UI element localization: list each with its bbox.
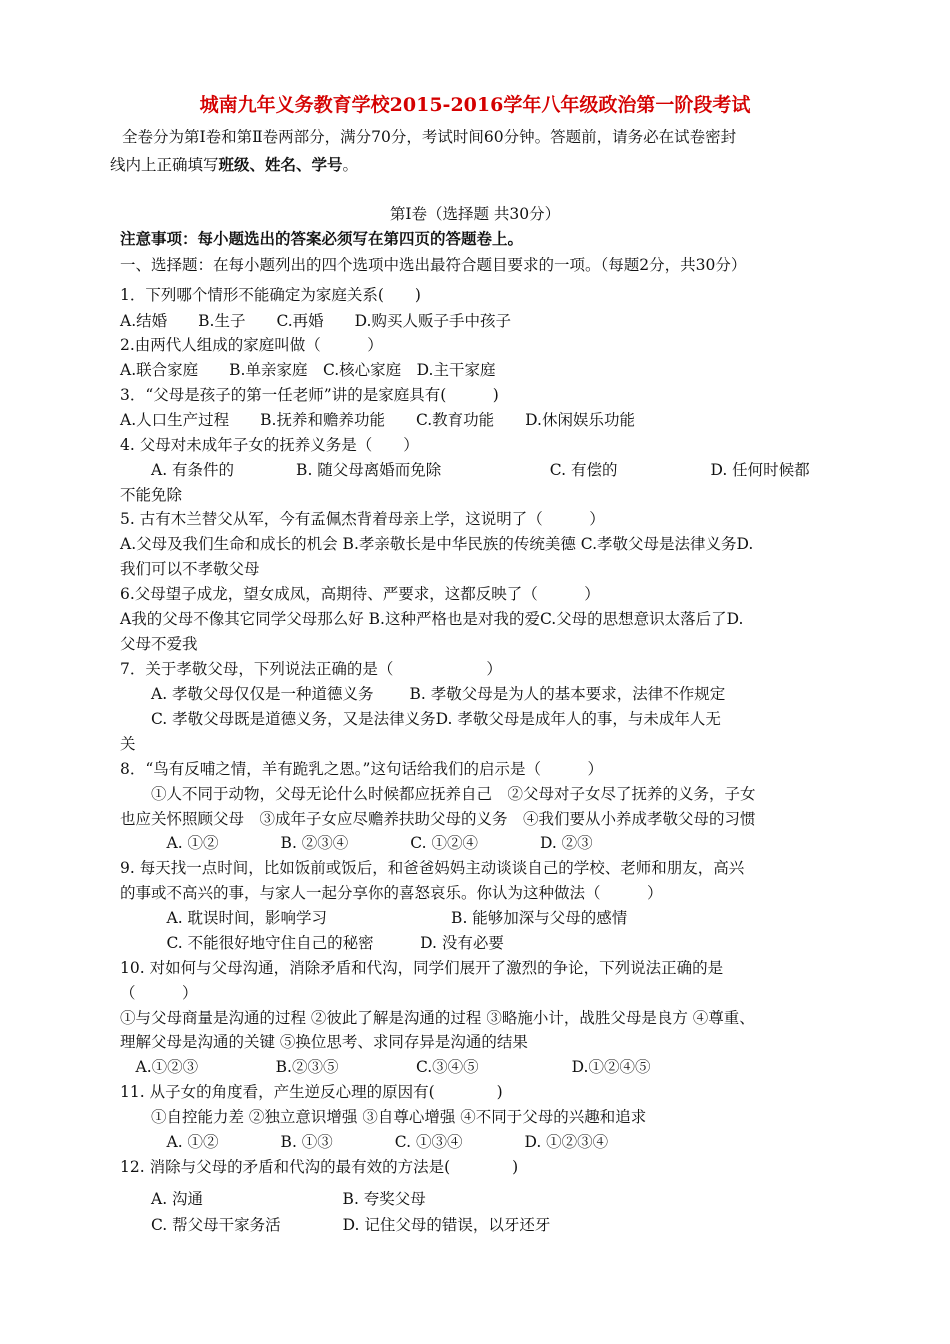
- question-line: 父母不爱我: [120, 635, 198, 653]
- question-line: C. 孝敬父母既是道德义务，又是法律义务D. 孝敬父母是成年人的事，与未成年人无: [120, 710, 721, 728]
- question-line: A. ①② B. ②③④ C. ①②④ D. ②③: [120, 834, 593, 852]
- question-line: 也应关怀照顾父母 ③成年子女应尽赡养扶助父母的义务 ④我们要从小养成孝敬父母的习惯: [120, 810, 756, 828]
- question-line: C. 不能很好地守住自己的秘密 D. 没有必要: [120, 934, 504, 952]
- question-line: 6.父母望子成龙，望女成凤，高期待、严要求，这都反映了（ ）: [120, 585, 600, 603]
- question-line: A.联合家庭 B.单亲家庭 C.核心家庭 D.主干家庭: [120, 361, 496, 379]
- question-line: A. 沟通 B. 夸奖父母: [120, 1190, 426, 1208]
- question-line: 2.由两代人组成的家庭叫做（ ）: [120, 336, 383, 354]
- question-line: 7．关于孝敬父母，下列说法正确的是（ ）: [120, 660, 502, 678]
- question-line: 我们可以不孝敬父母: [120, 560, 260, 578]
- intro-bold-fields: 班级、姓名、学号: [218, 155, 343, 174]
- section-1-instructions: 一、选择题：在每小题列出的四个选项中选出最符合题目要求的一项。（每题2分，共30分）: [120, 256, 747, 274]
- question-line: A.结婚 B.生子 C.再婚 D.购买人贩子手中孩子: [120, 312, 511, 330]
- intro-suffix: 。: [342, 156, 359, 174]
- question-line: A我的父母不像其它同学父母那么好 B.这种严格也是对我的爱C.父母的思想意识太落后了D.: [120, 610, 744, 628]
- question-line: 4. 父母对未成年子女的抚养义务是（ ）: [120, 436, 419, 454]
- question-line: 8．“鸟有反哺之情，羊有跪乳之恩。”这句话给我们的启示是（ ）: [120, 760, 603, 778]
- question-line: 不能免除: [120, 486, 183, 504]
- question-line: A. ①② B. ①③ C. ①③④ D. ①②③④: [120, 1133, 609, 1151]
- question-line: A. 耽误时间，影响学习 B. 能够加深与父母的感情: [120, 909, 628, 927]
- question-line: ①人不同于动物，父母无论什么时候都应抚养自己 ②父母对子女尽了抚养的义务，子女: [120, 785, 756, 803]
- question-line: 理解父母是沟通的关键 ⑤换位思考、求同存异是沟通的结果: [120, 1033, 528, 1051]
- question-line: A. 孝敬父母仅仅是一种道德义务 B. 孝敬父母是为人的基本要求，法律不作规定: [120, 685, 726, 703]
- question-line: 11. 从子女的角度看，产生逆反心理的原因有( ): [120, 1083, 503, 1101]
- part1-heading: 第Ⅰ卷（选择题 共30分）: [389, 205, 561, 223]
- intro-line-1: 全卷分为第Ⅰ卷和第Ⅱ卷两部分，满分70分，考试时间60分钟。答题前，请务必在试卷密封: [122, 128, 737, 146]
- question-line: （ ）: [120, 984, 198, 1002]
- question-line: 3．“父母是孩子的第一任老师”讲的是家庭具有( ): [120, 386, 499, 404]
- question-line: ①自控能力差 ②独立意识增强 ③自尊心增强 ④不同于父母的兴趣和追求: [120, 1108, 647, 1126]
- question-line: 的事或不高兴的事，与家人一起分享你的喜怒哀乐。你认为这种做法（ ）: [120, 884, 663, 902]
- question-line: A.人口生产过程 B.抚养和赡养功能 C.教育功能 D.休闲娱乐功能: [120, 411, 635, 429]
- question-line: 1．下列哪个情形不能确定为家庭关系( ): [120, 286, 421, 304]
- question-line: A.父母及我们生命和成长的机会 B.孝亲敬长是中华民族的传统美德 C.孝敬父母是法律义务D.: [120, 535, 754, 553]
- question-line: ①与父母商量是沟通的过程 ②彼此了解是沟通的过程 ③略施小计，战胜父母是良方 ④尊重、: [120, 1009, 755, 1027]
- question-line: 10. 对如何与父母沟通，消除矛盾和代沟，同学们展开了激烈的争论，下列说法正确的是: [120, 959, 724, 977]
- intro-line-2: [110, 154, 358, 176]
- question-line: C. 帮父母干家务活 D. 记住父母的错误，以牙还牙: [120, 1216, 551, 1234]
- question-line: 5. 古有木兰替父从军，今有孟佩杰背着母亲上学，这说明了（ ）: [120, 510, 605, 528]
- question-line: 9. 每天找一点时间，比如饭前或饭后，和爸爸妈妈主动谈谈自己的学校、老师和朋友，高兴: [120, 859, 745, 877]
- exam-title: 城南九年义务教育学校2015-2016学年八年级政治第一阶段考试: [199, 94, 751, 116]
- question-line: 关: [120, 735, 136, 753]
- notice: 注意事项：每小题选出的答案必须写在第四页的答题卷上。: [120, 229, 524, 248]
- question-line: A.①②③ B.②③⑤ C.③④⑤ D.①②④⑤: [120, 1058, 651, 1076]
- question-line: 12. 消除与父母的矛盾和代沟的最有效的方法是( ): [120, 1158, 519, 1176]
- intro-prefix: 线内上正确填写: [110, 156, 219, 174]
- question-line: A. 有条件的 B. 随父母离婚而免除 C. 有偿的 D. 任何时候都: [120, 461, 810, 479]
